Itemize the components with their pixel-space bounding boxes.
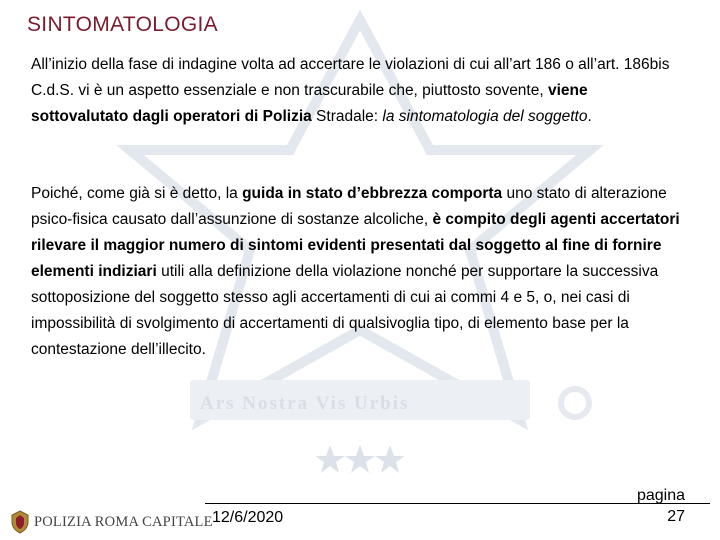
paragraph-2-text-2: uno stato di alterazione psico-fisica causato dall’assunzione di sostanze alcoliche, [31, 185, 667, 228]
paragraph-1-text-3: . [587, 108, 592, 125]
footer-org-name: POLIZIA ROMA CAPITALE [34, 513, 213, 530]
footer-page-indicator [637, 485, 685, 527]
footer-date: 12/6/2020 [212, 509, 284, 526]
paragraph-2-bold-2: è compito degli agenti accertatori rilevare il maggior numero di sintomi evidenti presentati dal soggetto al fine di fornire elementi indiziari [31, 211, 680, 280]
paragraph-2-bold-1: guida in stato d’ebbrezza comporta [242, 185, 503, 202]
watermark-stars [315, 445, 405, 473]
police-crest-icon [10, 510, 30, 534]
paragraph-1-bold-1: viene sottovalutato dagli operatori di Polizia [31, 82, 588, 125]
paragraph-1-text-1: All’inizio della fase di indagine volta ad accertare le violazioni di cui all’art 186 o all’art. 186bis C.d.S. vi è un aspetto essenziale e non trascurabile che, piuttosto sovente, [31, 56, 670, 99]
paragraph-1-text-2: Stradale: [311, 108, 383, 125]
paragraph-2 [31, 181, 681, 363]
footer-divider [205, 503, 710, 504]
slide-title: SINTOMATOLOGIA [27, 13, 218, 36]
paragraph-2-text-3: utili alla definizione della violazione nonché per supportare la successiva sottoposizione del soggetto stesso agli accertamenti di cui ai commi 4 e 5, o, nei casi di impossibilità di svolgimento di accertamenti di qualsivoglia tipo, di elemento base per la contestazione dell’illecito. [31, 263, 659, 358]
footer-logo [10, 510, 213, 534]
footer-page-label: pagina [636, 487, 685, 504]
watermark-motto: Ars Nostra Vis Urbis [200, 393, 410, 414]
footer-page-number: 27 [667, 508, 685, 525]
paragraph-1 [31, 52, 681, 130]
paragraph-2-text-1: Poiché, come già si è detto, la [31, 185, 243, 202]
paragraph-1-italic-1: la sintomatologia del soggetto [382, 108, 588, 125]
